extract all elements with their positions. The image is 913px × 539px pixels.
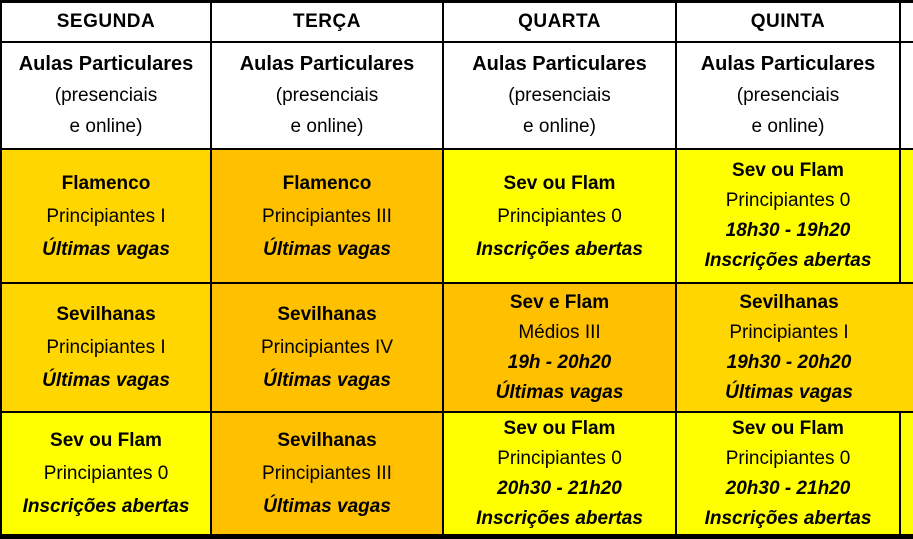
class-status: Inscrições abertas bbox=[704, 250, 872, 271]
class-title: Sev ou Flam bbox=[50, 430, 162, 451]
class-status: Últimas vagas bbox=[725, 381, 853, 403]
day-header-quinta bbox=[677, 3, 901, 43]
class-title: Sev ou Flam bbox=[503, 417, 616, 439]
class-level: Principiantes III bbox=[262, 205, 392, 227]
private-lessons-title: Aulas Particulares bbox=[472, 53, 647, 75]
class-cell-quarta-1 bbox=[444, 150, 677, 284]
day-header-segunda bbox=[2, 3, 212, 43]
class-level: Principiantes I bbox=[729, 321, 849, 343]
class-cell-segunda-2 bbox=[2, 284, 212, 413]
class-status: Últimas vagas bbox=[263, 238, 391, 260]
class-time: 20h30 - 21h20 bbox=[725, 477, 851, 499]
private-lessons-title: Aulas Particulares bbox=[239, 53, 415, 75]
class-cell-quinta-1 bbox=[677, 150, 901, 284]
private-lessons-line2: (presenciais bbox=[54, 85, 158, 106]
cropped-next-column bbox=[901, 150, 913, 284]
cropped-next-column bbox=[901, 413, 913, 534]
class-status: Últimas vagas bbox=[42, 238, 170, 260]
private-lessons-line2: (presenciais bbox=[275, 85, 379, 106]
class-title: Sev e Flam bbox=[509, 291, 610, 313]
day-header-terca bbox=[212, 3, 444, 43]
class-level: Principiantes 0 bbox=[43, 463, 169, 484]
class-cell-segunda-3 bbox=[2, 413, 212, 534]
cropped-next-column bbox=[901, 284, 913, 413]
class-level: Principiantes 0 bbox=[725, 190, 851, 211]
private-lessons-title: Aulas Particulares bbox=[18, 53, 194, 75]
class-status: Inscrições abertas bbox=[476, 507, 643, 529]
class-title: Sevilhanas bbox=[56, 304, 156, 325]
class-status: Últimas vagas bbox=[495, 381, 624, 403]
class-title: Sevilhanas bbox=[277, 430, 377, 451]
class-status: Inscrições abertas bbox=[476, 238, 643, 260]
class-cell-terca-2 bbox=[212, 284, 444, 413]
class-cell-quarta-3 bbox=[444, 413, 677, 534]
class-title: Flamenco bbox=[61, 172, 151, 194]
class-status: Inscrições abertas bbox=[22, 496, 190, 517]
class-status: Últimas vagas bbox=[263, 370, 391, 391]
private-lessons-cell bbox=[677, 43, 901, 150]
private-lessons-line2: (presenciais bbox=[508, 85, 611, 106]
class-status: Inscrições abertas bbox=[704, 507, 872, 529]
class-level: Principiantes I bbox=[46, 205, 166, 227]
day-label: QUARTA bbox=[518, 11, 601, 32]
class-title: Sevilhanas bbox=[739, 291, 839, 313]
private-lessons-line3: e online) bbox=[69, 116, 143, 137]
class-status: Últimas vagas bbox=[42, 370, 170, 391]
class-cell-terca-3 bbox=[212, 413, 444, 534]
class-cell-terca-1 bbox=[212, 150, 444, 284]
private-lessons-cell bbox=[2, 43, 212, 150]
class-cell-quinta-2 bbox=[677, 284, 901, 413]
private-lessons-line3: e online) bbox=[523, 116, 596, 137]
day-label: SEGUNDA bbox=[56, 11, 156, 32]
class-time: 20h30 - 21h20 bbox=[497, 477, 622, 499]
class-title: Sev ou Flam bbox=[732, 417, 844, 439]
class-status: Últimas vagas bbox=[263, 496, 391, 517]
class-time: 18h30 - 19h20 bbox=[725, 220, 851, 241]
class-time: 19h - 20h20 bbox=[507, 351, 612, 373]
private-lessons-line3: e online) bbox=[751, 116, 825, 137]
class-time: 19h30 - 20h20 bbox=[726, 351, 852, 373]
private-lessons-cell bbox=[444, 43, 677, 150]
class-cell-segunda-1 bbox=[2, 150, 212, 284]
class-cell-quinta-3 bbox=[677, 413, 901, 534]
class-level: Principiantes III bbox=[262, 463, 392, 484]
private-lessons-line2: (presenciais bbox=[736, 85, 840, 106]
class-level: Principiantes I bbox=[46, 337, 166, 358]
day-header-quarta bbox=[444, 3, 677, 43]
class-level: Principiantes 0 bbox=[497, 205, 622, 227]
private-lessons-cell bbox=[212, 43, 444, 150]
class-title: Sevilhanas bbox=[277, 304, 377, 325]
class-level: Principiantes IV bbox=[260, 337, 393, 358]
cropped-next-column bbox=[901, 3, 913, 43]
class-level: Principiantes 0 bbox=[497, 447, 622, 469]
private-lessons-title: Aulas Particulares bbox=[700, 53, 876, 75]
class-cell-quarta-2 bbox=[444, 284, 677, 413]
private-lessons-line3: e online) bbox=[290, 116, 364, 137]
class-level: Médios III bbox=[518, 321, 601, 343]
class-title: Flamenco bbox=[282, 172, 372, 194]
cropped-next-column bbox=[901, 43, 913, 150]
class-level: Principiantes 0 bbox=[725, 447, 851, 469]
class-title: Sev ou Flam bbox=[503, 172, 616, 194]
day-label: QUINTA bbox=[750, 11, 826, 32]
day-label: TERÇA bbox=[293, 11, 361, 32]
class-title: Sev ou Flam bbox=[732, 160, 844, 181]
